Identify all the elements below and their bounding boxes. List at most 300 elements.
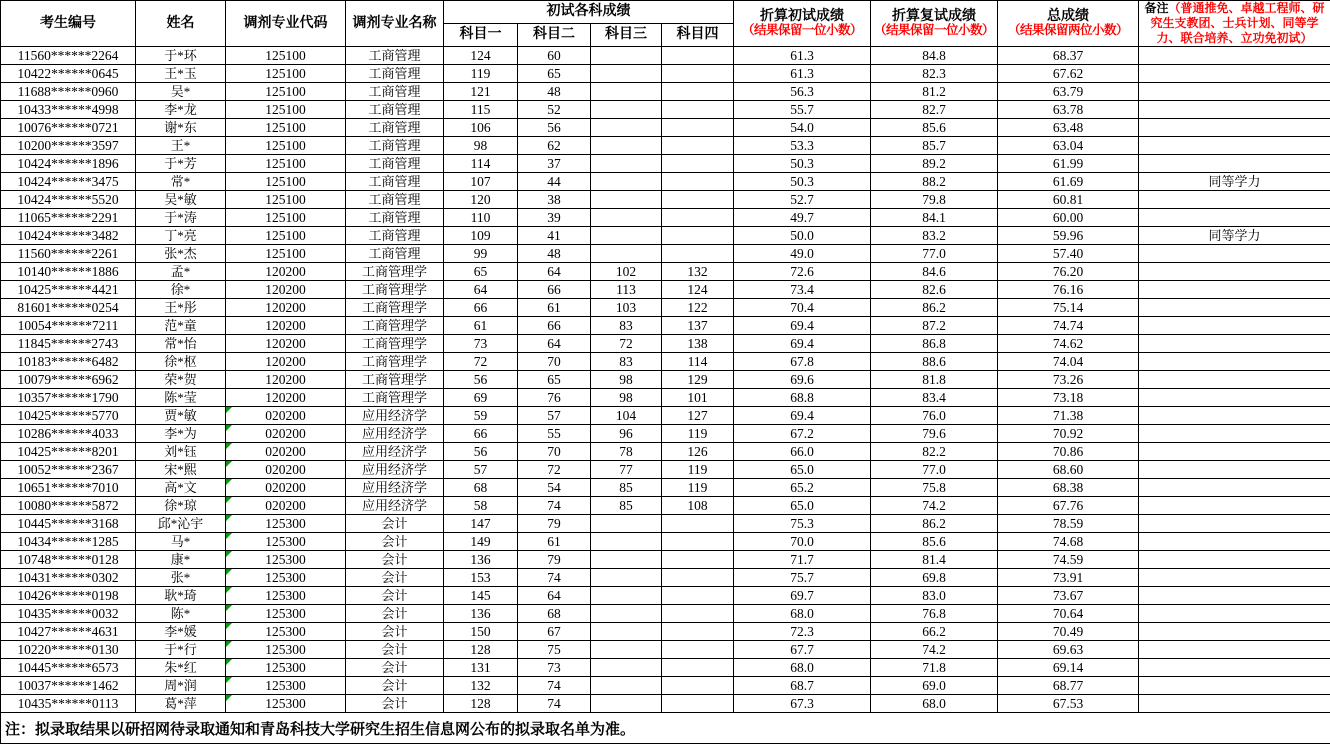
cell-conv-retest[interactable]: 81.4 bbox=[871, 551, 998, 569]
cell-subject2[interactable]: 41 bbox=[518, 227, 591, 245]
cell-subject1[interactable]: 73 bbox=[444, 335, 518, 353]
cell-subject3[interactable]: 77 bbox=[591, 461, 662, 479]
cell-major-code[interactable]: 125100 bbox=[226, 137, 346, 155]
cell-major-code[interactable]: 020200 bbox=[226, 425, 346, 443]
cell-subject3[interactable] bbox=[591, 83, 662, 101]
cell-remark[interactable] bbox=[1139, 641, 1330, 659]
cell-candidate-id[interactable]: 10037******1462 bbox=[1, 677, 136, 695]
cell-candidate-id[interactable]: 10748******0128 bbox=[1, 551, 136, 569]
cell-subject3[interactable] bbox=[591, 155, 662, 173]
cell-total[interactable]: 59.96 bbox=[998, 227, 1139, 245]
cell-name[interactable]: 于*行 bbox=[136, 641, 226, 659]
cell-major-code[interactable]: 125300 bbox=[226, 695, 346, 713]
cell-conv-retest[interactable]: 79.6 bbox=[871, 425, 998, 443]
cell-candidate-id[interactable]: 10357******1790 bbox=[1, 389, 136, 407]
cell-conv-initial[interactable]: 68.8 bbox=[734, 389, 871, 407]
cell-conv-retest[interactable]: 74.2 bbox=[871, 641, 998, 659]
cell-candidate-id[interactable]: 10425******5770 bbox=[1, 407, 136, 425]
cell-major-code[interactable]: 125300 bbox=[226, 677, 346, 695]
cell-candidate-id[interactable]: 10426******0198 bbox=[1, 587, 136, 605]
cell-major-code[interactable]: 125100 bbox=[226, 245, 346, 263]
cell-major-code[interactable]: 020200 bbox=[226, 407, 346, 425]
cell-subject3[interactable]: 83 bbox=[591, 353, 662, 371]
cell-subject1[interactable]: 58 bbox=[444, 497, 518, 515]
cell-subject1[interactable]: 150 bbox=[444, 623, 518, 641]
cell-candidate-id[interactable]: 10427******4631 bbox=[1, 623, 136, 641]
cell-subject4[interactable] bbox=[662, 173, 734, 191]
cell-subject4[interactable]: 138 bbox=[662, 335, 734, 353]
cell-subject2[interactable]: 68 bbox=[518, 605, 591, 623]
cell-remark[interactable] bbox=[1139, 101, 1330, 119]
cell-major-code[interactable]: 120200 bbox=[226, 335, 346, 353]
cell-major-name[interactable]: 工商管理学 bbox=[346, 281, 444, 299]
cell-major-code[interactable]: 125300 bbox=[226, 659, 346, 677]
cell-subject1[interactable]: 110 bbox=[444, 209, 518, 227]
cell-candidate-id[interactable]: 10183******6482 bbox=[1, 353, 136, 371]
cell-subject2[interactable]: 48 bbox=[518, 245, 591, 263]
cell-major-code[interactable]: 120200 bbox=[226, 353, 346, 371]
cell-subject1[interactable]: 66 bbox=[444, 425, 518, 443]
cell-name[interactable]: 于*芳 bbox=[136, 155, 226, 173]
cell-remark[interactable] bbox=[1139, 695, 1330, 713]
cell-subject2[interactable]: 54 bbox=[518, 479, 591, 497]
cell-candidate-id[interactable]: 10431******0302 bbox=[1, 569, 136, 587]
cell-subject4[interactable]: 127 bbox=[662, 407, 734, 425]
cell-total[interactable]: 67.62 bbox=[998, 65, 1139, 83]
cell-subject2[interactable]: 56 bbox=[518, 119, 591, 137]
cell-candidate-id[interactable]: 10422******0645 bbox=[1, 65, 136, 83]
cell-conv-retest[interactable]: 76.8 bbox=[871, 605, 998, 623]
cell-subject1[interactable]: 72 bbox=[444, 353, 518, 371]
cell-remark[interactable] bbox=[1139, 317, 1330, 335]
cell-remark[interactable] bbox=[1139, 281, 1330, 299]
cell-candidate-id[interactable]: 10433******4998 bbox=[1, 101, 136, 119]
cell-conv-retest[interactable]: 69.8 bbox=[871, 569, 998, 587]
cell-candidate-id[interactable]: 10200******3597 bbox=[1, 137, 136, 155]
cell-major-code[interactable]: 125300 bbox=[226, 623, 346, 641]
cell-major-code[interactable]: 125300 bbox=[226, 533, 346, 551]
cell-total[interactable]: 57.40 bbox=[998, 245, 1139, 263]
cell-subject4[interactable] bbox=[662, 227, 734, 245]
cell-candidate-id[interactable]: 10445******3168 bbox=[1, 515, 136, 533]
cell-major-name[interactable]: 工商管理 bbox=[346, 65, 444, 83]
cell-major-name[interactable]: 会计 bbox=[346, 605, 444, 623]
cell-conv-retest[interactable]: 81.8 bbox=[871, 371, 998, 389]
cell-subject1[interactable]: 124 bbox=[444, 47, 518, 65]
cell-subject2[interactable]: 75 bbox=[518, 641, 591, 659]
cell-subject2[interactable]: 66 bbox=[518, 281, 591, 299]
cell-subject4[interactable] bbox=[662, 47, 734, 65]
cell-total[interactable]: 74.59 bbox=[998, 551, 1139, 569]
cell-name[interactable]: 李*龙 bbox=[136, 101, 226, 119]
cell-candidate-id[interactable]: 10079******6962 bbox=[1, 371, 136, 389]
cell-major-code[interactable]: 125300 bbox=[226, 551, 346, 569]
cell-candidate-id[interactable]: 11688******0960 bbox=[1, 83, 136, 101]
cell-remark[interactable] bbox=[1139, 497, 1330, 515]
cell-major-code[interactable]: 020200 bbox=[226, 497, 346, 515]
cell-conv-initial[interactable]: 67.2 bbox=[734, 425, 871, 443]
cell-subject3[interactable] bbox=[591, 569, 662, 587]
cell-major-code[interactable]: 125100 bbox=[226, 155, 346, 173]
cell-conv-initial[interactable]: 65.0 bbox=[734, 461, 871, 479]
cell-name[interactable]: 王*彤 bbox=[136, 299, 226, 317]
cell-subject2[interactable]: 39 bbox=[518, 209, 591, 227]
cell-subject4[interactable]: 108 bbox=[662, 497, 734, 515]
cell-subject1[interactable]: 120 bbox=[444, 191, 518, 209]
cell-conv-retest[interactable]: 85.6 bbox=[871, 533, 998, 551]
cell-conv-retest[interactable]: 86.8 bbox=[871, 335, 998, 353]
cell-remark[interactable] bbox=[1139, 155, 1330, 173]
cell-candidate-id[interactable]: 10220******0130 bbox=[1, 641, 136, 659]
cell-subject3[interactable] bbox=[591, 587, 662, 605]
cell-subject1[interactable]: 99 bbox=[444, 245, 518, 263]
cell-conv-initial[interactable]: 69.4 bbox=[734, 317, 871, 335]
cell-remark[interactable]: 同等学力 bbox=[1139, 173, 1330, 191]
cell-subject4[interactable] bbox=[662, 641, 734, 659]
cell-total[interactable]: 70.64 bbox=[998, 605, 1139, 623]
cell-subject4[interactable]: 119 bbox=[662, 425, 734, 443]
cell-candidate-id[interactable]: 11560******2261 bbox=[1, 245, 136, 263]
cell-candidate-id[interactable]: 10054******7211 bbox=[1, 317, 136, 335]
cell-major-code[interactable]: 125300 bbox=[226, 641, 346, 659]
cell-conv-retest[interactable]: 87.2 bbox=[871, 317, 998, 335]
cell-major-code[interactable]: 125100 bbox=[226, 227, 346, 245]
cell-total[interactable]: 70.49 bbox=[998, 623, 1139, 641]
cell-total[interactable]: 73.26 bbox=[998, 371, 1139, 389]
cell-subject2[interactable]: 55 bbox=[518, 425, 591, 443]
cell-major-name[interactable]: 应用经济学 bbox=[346, 443, 444, 461]
cell-subject4[interactable]: 124 bbox=[662, 281, 734, 299]
cell-total[interactable]: 75.14 bbox=[998, 299, 1139, 317]
cell-name[interactable]: 康* bbox=[136, 551, 226, 569]
cell-subject2[interactable]: 74 bbox=[518, 695, 591, 713]
cell-total[interactable]: 63.79 bbox=[998, 83, 1139, 101]
cell-subject2[interactable]: 62 bbox=[518, 137, 591, 155]
cell-remark[interactable] bbox=[1139, 551, 1330, 569]
cell-conv-retest[interactable]: 86.2 bbox=[871, 299, 998, 317]
cell-subject3[interactable]: 104 bbox=[591, 407, 662, 425]
cell-candidate-id[interactable]: 10052******2367 bbox=[1, 461, 136, 479]
cell-subject3[interactable] bbox=[591, 695, 662, 713]
cell-conv-retest[interactable]: 76.0 bbox=[871, 407, 998, 425]
cell-candidate-id[interactable]: 10425******8201 bbox=[1, 443, 136, 461]
cell-subject1[interactable]: 121 bbox=[444, 83, 518, 101]
cell-total[interactable]: 61.99 bbox=[998, 155, 1139, 173]
cell-subject3[interactable] bbox=[591, 515, 662, 533]
cell-subject4[interactable] bbox=[662, 137, 734, 155]
cell-conv-retest[interactable]: 88.6 bbox=[871, 353, 998, 371]
cell-candidate-id[interactable]: 10434******1285 bbox=[1, 533, 136, 551]
header-total-score[interactable] bbox=[998, 1, 1139, 47]
cell-subject4[interactable]: 132 bbox=[662, 263, 734, 281]
cell-candidate-id[interactable]: 10435******0032 bbox=[1, 605, 136, 623]
cell-conv-initial[interactable]: 65.2 bbox=[734, 479, 871, 497]
cell-subject3[interactable] bbox=[591, 677, 662, 695]
cell-total[interactable]: 68.38 bbox=[998, 479, 1139, 497]
cell-candidate-id[interactable]: 10651******7010 bbox=[1, 479, 136, 497]
cell-major-name[interactable]: 会计 bbox=[346, 533, 444, 551]
cell-conv-initial[interactable]: 61.3 bbox=[734, 65, 871, 83]
cell-remark[interactable] bbox=[1139, 677, 1330, 695]
cell-remark[interactable] bbox=[1139, 263, 1330, 281]
cell-total[interactable]: 74.68 bbox=[998, 533, 1139, 551]
cell-subject4[interactable] bbox=[662, 155, 734, 173]
cell-subject4[interactable] bbox=[662, 659, 734, 677]
cell-subject3[interactable]: 96 bbox=[591, 425, 662, 443]
cell-major-name[interactable]: 会计 bbox=[346, 623, 444, 641]
cell-subject2[interactable]: 66 bbox=[518, 317, 591, 335]
cell-conv-initial[interactable]: 75.7 bbox=[734, 569, 871, 587]
cell-subject2[interactable]: 57 bbox=[518, 407, 591, 425]
cell-major-name[interactable]: 工商管理 bbox=[346, 155, 444, 173]
cell-subject3[interactable] bbox=[591, 65, 662, 83]
cell-subject1[interactable]: 132 bbox=[444, 677, 518, 695]
cell-subject1[interactable]: 131 bbox=[444, 659, 518, 677]
cell-candidate-id[interactable]: 11845******2743 bbox=[1, 335, 136, 353]
cell-subject4[interactable] bbox=[662, 605, 734, 623]
cell-remark[interactable] bbox=[1139, 533, 1330, 551]
cell-conv-retest[interactable]: 82.2 bbox=[871, 443, 998, 461]
cell-subject2[interactable]: 64 bbox=[518, 263, 591, 281]
cell-remark[interactable] bbox=[1139, 371, 1330, 389]
cell-major-code[interactable]: 020200 bbox=[226, 443, 346, 461]
cell-subject3[interactable]: 98 bbox=[591, 389, 662, 407]
cell-major-code[interactable]: 120200 bbox=[226, 281, 346, 299]
cell-total[interactable]: 60.00 bbox=[998, 209, 1139, 227]
cell-subject2[interactable]: 52 bbox=[518, 101, 591, 119]
cell-subject2[interactable]: 79 bbox=[518, 515, 591, 533]
cell-subject3[interactable]: 85 bbox=[591, 497, 662, 515]
cell-name[interactable]: 李*媛 bbox=[136, 623, 226, 641]
cell-subject2[interactable]: 44 bbox=[518, 173, 591, 191]
cell-subject2[interactable]: 64 bbox=[518, 587, 591, 605]
cell-total[interactable]: 70.92 bbox=[998, 425, 1139, 443]
cell-conv-retest[interactable]: 82.3 bbox=[871, 65, 998, 83]
cell-name[interactable]: 于*环 bbox=[136, 47, 226, 65]
cell-conv-initial[interactable]: 68.0 bbox=[734, 605, 871, 623]
cell-subject4[interactable] bbox=[662, 65, 734, 83]
cell-major-name[interactable]: 应用经济学 bbox=[346, 461, 444, 479]
cell-conv-retest[interactable]: 83.2 bbox=[871, 227, 998, 245]
cell-subject2[interactable]: 61 bbox=[518, 299, 591, 317]
cell-name[interactable]: 耿*琦 bbox=[136, 587, 226, 605]
header-subject2[interactable]: 科目二 bbox=[518, 24, 591, 47]
cell-subject1[interactable]: 119 bbox=[444, 65, 518, 83]
cell-conv-retest[interactable]: 71.8 bbox=[871, 659, 998, 677]
cell-major-code[interactable]: 020200 bbox=[226, 479, 346, 497]
cell-conv-retest[interactable]: 84.1 bbox=[871, 209, 998, 227]
cell-conv-initial[interactable]: 70.4 bbox=[734, 299, 871, 317]
cell-subject2[interactable]: 64 bbox=[518, 335, 591, 353]
cell-name[interactable]: 徐*枢 bbox=[136, 353, 226, 371]
cell-subject3[interactable] bbox=[591, 101, 662, 119]
cell-name[interactable]: 张*杰 bbox=[136, 245, 226, 263]
cell-conv-initial[interactable]: 69.4 bbox=[734, 407, 871, 425]
cell-subject3[interactable]: 102 bbox=[591, 263, 662, 281]
cell-subject1[interactable]: 65 bbox=[444, 263, 518, 281]
cell-major-name[interactable]: 工商管理 bbox=[346, 47, 444, 65]
cell-subject3[interactable] bbox=[591, 641, 662, 659]
cell-major-name[interactable]: 会计 bbox=[346, 641, 444, 659]
cell-name[interactable]: 范*童 bbox=[136, 317, 226, 335]
header-major-name[interactable]: 调剂专业名称 bbox=[346, 1, 444, 47]
cell-major-code[interactable]: 125100 bbox=[226, 119, 346, 137]
cell-subject3[interactable]: 113 bbox=[591, 281, 662, 299]
cell-subject3[interactable] bbox=[591, 227, 662, 245]
cell-conv-initial[interactable]: 68.7 bbox=[734, 677, 871, 695]
cell-total[interactable]: 74.74 bbox=[998, 317, 1139, 335]
cell-subject2[interactable]: 67 bbox=[518, 623, 591, 641]
cell-subject2[interactable]: 37 bbox=[518, 155, 591, 173]
cell-conv-retest[interactable]: 85.6 bbox=[871, 119, 998, 137]
cell-remark[interactable] bbox=[1139, 659, 1330, 677]
cell-subject4[interactable]: 119 bbox=[662, 479, 734, 497]
cell-subject4[interactable] bbox=[662, 245, 734, 263]
cell-name[interactable]: 张* bbox=[136, 569, 226, 587]
cell-conv-initial[interactable]: 67.8 bbox=[734, 353, 871, 371]
cell-subject1[interactable]: 56 bbox=[444, 371, 518, 389]
cell-name[interactable]: 葛*萍 bbox=[136, 695, 226, 713]
cell-major-name[interactable]: 工商管理学 bbox=[346, 389, 444, 407]
cell-conv-initial[interactable]: 52.7 bbox=[734, 191, 871, 209]
cell-remark[interactable] bbox=[1139, 353, 1330, 371]
cell-subject4[interactable] bbox=[662, 587, 734, 605]
header-converted-initial[interactable] bbox=[734, 1, 871, 47]
cell-subject1[interactable]: 56 bbox=[444, 443, 518, 461]
cell-name[interactable]: 贾*敏 bbox=[136, 407, 226, 425]
cell-conv-initial[interactable]: 53.3 bbox=[734, 137, 871, 155]
cell-candidate-id[interactable]: 10286******4033 bbox=[1, 425, 136, 443]
cell-major-code[interactable]: 125100 bbox=[226, 101, 346, 119]
cell-subject2[interactable]: 73 bbox=[518, 659, 591, 677]
cell-name[interactable]: 朱*红 bbox=[136, 659, 226, 677]
cell-subject3[interactable] bbox=[591, 659, 662, 677]
cell-name[interactable]: 孟* bbox=[136, 263, 226, 281]
cell-subject2[interactable]: 65 bbox=[518, 371, 591, 389]
cell-subject3[interactable] bbox=[591, 623, 662, 641]
cell-major-name[interactable]: 工商管理 bbox=[346, 191, 444, 209]
cell-conv-initial[interactable]: 49.7 bbox=[734, 209, 871, 227]
cell-total[interactable]: 61.69 bbox=[998, 173, 1139, 191]
cell-subject1[interactable]: 128 bbox=[444, 695, 518, 713]
cell-conv-retest[interactable]: 89.2 bbox=[871, 155, 998, 173]
cell-remark[interactable] bbox=[1139, 623, 1330, 641]
cell-conv-initial[interactable]: 72.6 bbox=[734, 263, 871, 281]
cell-subject3[interactable]: 78 bbox=[591, 443, 662, 461]
cell-conv-retest[interactable]: 83.4 bbox=[871, 389, 998, 407]
cell-name[interactable]: 李*为 bbox=[136, 425, 226, 443]
cell-major-name[interactable]: 应用经济学 bbox=[346, 425, 444, 443]
cell-total[interactable]: 63.78 bbox=[998, 101, 1139, 119]
cell-name[interactable]: 于*涛 bbox=[136, 209, 226, 227]
header-name[interactable]: 姓名 bbox=[136, 1, 226, 47]
cell-major-name[interactable]: 工商管理学 bbox=[346, 299, 444, 317]
cell-name[interactable]: 高*文 bbox=[136, 479, 226, 497]
cell-subject3[interactable]: 103 bbox=[591, 299, 662, 317]
cell-subject1[interactable]: 109 bbox=[444, 227, 518, 245]
cell-major-name[interactable]: 工商管理学 bbox=[346, 263, 444, 281]
cell-major-name[interactable]: 会计 bbox=[346, 551, 444, 569]
cell-remark[interactable] bbox=[1139, 479, 1330, 497]
cell-remark[interactable] bbox=[1139, 587, 1330, 605]
cell-major-code[interactable]: 125100 bbox=[226, 65, 346, 83]
cell-subject2[interactable]: 65 bbox=[518, 65, 591, 83]
cell-remark[interactable] bbox=[1139, 389, 1330, 407]
cell-conv-retest[interactable]: 66.2 bbox=[871, 623, 998, 641]
cell-major-name[interactable]: 应用经济学 bbox=[346, 407, 444, 425]
cell-subject3[interactable] bbox=[591, 551, 662, 569]
cell-candidate-id[interactable]: 10140******1886 bbox=[1, 263, 136, 281]
cell-subject1[interactable]: 68 bbox=[444, 479, 518, 497]
cell-major-code[interactable]: 125100 bbox=[226, 47, 346, 65]
cell-total[interactable]: 67.53 bbox=[998, 695, 1139, 713]
cell-major-name[interactable]: 工商管理 bbox=[346, 137, 444, 155]
cell-conv-retest[interactable]: 84.8 bbox=[871, 47, 998, 65]
cell-candidate-id[interactable]: 11065******2291 bbox=[1, 209, 136, 227]
cell-subject3[interactable]: 72 bbox=[591, 335, 662, 353]
cell-major-code[interactable]: 120200 bbox=[226, 263, 346, 281]
cell-subject4[interactable]: 137 bbox=[662, 317, 734, 335]
cell-subject4[interactable] bbox=[662, 515, 734, 533]
cell-conv-initial[interactable]: 50.3 bbox=[734, 155, 871, 173]
cell-major-name[interactable]: 应用经济学 bbox=[346, 497, 444, 515]
cell-major-name[interactable]: 会计 bbox=[346, 587, 444, 605]
cell-major-code[interactable]: 120200 bbox=[226, 389, 346, 407]
cell-name[interactable]: 邱*沁宇 bbox=[136, 515, 226, 533]
cell-major-name[interactable]: 应用经济学 bbox=[346, 479, 444, 497]
cell-name[interactable]: 宋*熙 bbox=[136, 461, 226, 479]
cell-conv-retest[interactable]: 79.8 bbox=[871, 191, 998, 209]
cell-candidate-id[interactable]: 10424******3482 bbox=[1, 227, 136, 245]
cell-subject2[interactable]: 74 bbox=[518, 569, 591, 587]
cell-remark[interactable] bbox=[1139, 425, 1330, 443]
cell-subject4[interactable]: 101 bbox=[662, 389, 734, 407]
cell-total[interactable]: 68.37 bbox=[998, 47, 1139, 65]
cell-remark[interactable] bbox=[1139, 137, 1330, 155]
cell-subject1[interactable]: 57 bbox=[444, 461, 518, 479]
cell-conv-initial[interactable]: 50.3 bbox=[734, 173, 871, 191]
cell-conv-initial[interactable]: 75.3 bbox=[734, 515, 871, 533]
cell-subject2[interactable]: 70 bbox=[518, 353, 591, 371]
cell-subject2[interactable]: 74 bbox=[518, 497, 591, 515]
cell-total[interactable]: 69.14 bbox=[998, 659, 1139, 677]
cell-subject4[interactable] bbox=[662, 551, 734, 569]
cell-total[interactable]: 73.18 bbox=[998, 389, 1139, 407]
cell-conv-initial[interactable]: 54.0 bbox=[734, 119, 871, 137]
cell-candidate-id[interactable]: 81601******0254 bbox=[1, 299, 136, 317]
header-major-code[interactable]: 调剂专业代码 bbox=[226, 1, 346, 47]
cell-subject2[interactable]: 48 bbox=[518, 83, 591, 101]
cell-name[interactable]: 吴* bbox=[136, 83, 226, 101]
cell-major-code[interactable]: 120200 bbox=[226, 317, 346, 335]
cell-remark[interactable] bbox=[1139, 209, 1330, 227]
cell-subject4[interactable] bbox=[662, 119, 734, 137]
cell-major-code[interactable]: 125300 bbox=[226, 605, 346, 623]
cell-subject1[interactable]: 136 bbox=[444, 605, 518, 623]
cell-conv-retest[interactable]: 88.2 bbox=[871, 173, 998, 191]
cell-name[interactable]: 丁*亮 bbox=[136, 227, 226, 245]
cell-name[interactable]: 谢*东 bbox=[136, 119, 226, 137]
cell-subject1[interactable]: 149 bbox=[444, 533, 518, 551]
cell-subject2[interactable]: 60 bbox=[518, 47, 591, 65]
cell-conv-retest[interactable]: 86.2 bbox=[871, 515, 998, 533]
cell-subject3[interactable] bbox=[591, 137, 662, 155]
cell-total[interactable]: 63.48 bbox=[998, 119, 1139, 137]
cell-total[interactable]: 63.04 bbox=[998, 137, 1139, 155]
cell-subject4[interactable] bbox=[662, 533, 734, 551]
cell-total[interactable]: 78.59 bbox=[998, 515, 1139, 533]
cell-total[interactable]: 74.04 bbox=[998, 353, 1139, 371]
